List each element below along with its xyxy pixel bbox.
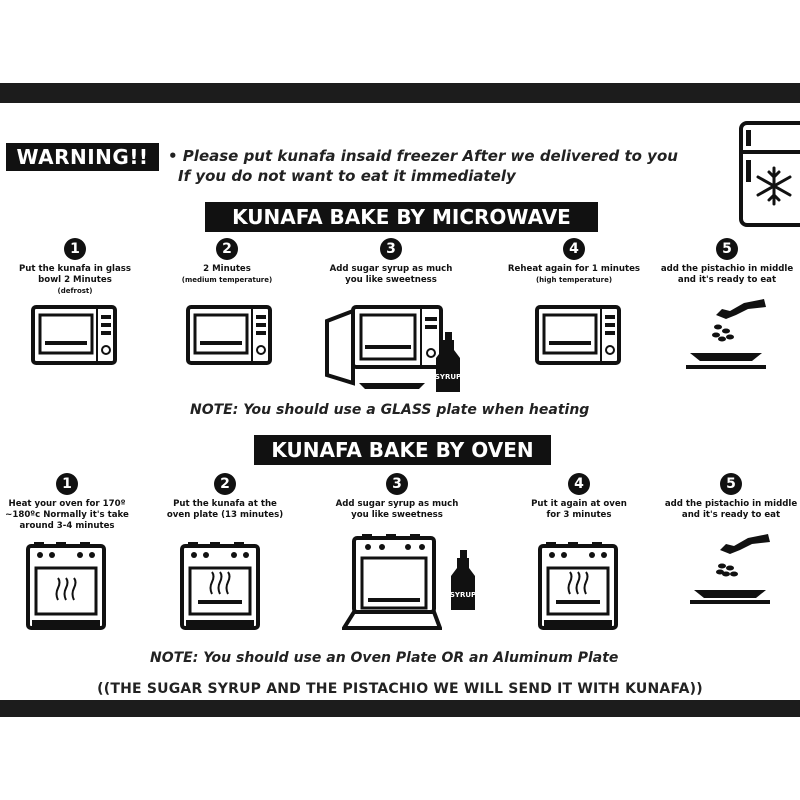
microwave-step-4 [499, 238, 649, 285]
oven-note [150, 650, 618, 666]
pistachio-hand-icon [690, 530, 774, 606]
oven-section-title: KUNAFA BAKE BY OVEN [254, 435, 551, 465]
step-title: Put it again at oven for 3 minutes [531, 499, 627, 520]
microwave-icon [31, 305, 117, 365]
step-number: 4 [563, 238, 585, 260]
step-number: 1 [64, 238, 86, 260]
oven-icon [26, 542, 106, 632]
warning-line-2: If you do not want to eat it immediately [178, 167, 516, 185]
note-text: : You should use an Oven Plate OR an Aluminum Plate [192, 650, 619, 666]
microwave-icon [535, 305, 621, 365]
top-border-bar [0, 83, 800, 103]
note-label: NOTE [150, 650, 193, 666]
step-number: 3 [380, 238, 402, 260]
step-title: Put the kunafa at the oven plate (13 minutes) [166, 499, 284, 520]
step-subtitle: (medium temperature) [181, 276, 273, 284]
step-subtitle: (high temperature) [535, 276, 613, 284]
step-number: 2 [216, 238, 238, 260]
step-subtitle: (defrost) [57, 287, 93, 295]
warning-message [168, 146, 728, 186]
syrup-bottle-icon [447, 548, 479, 614]
oven-step-4 [504, 473, 654, 521]
step-title: Add sugar syrup as much you like sweetness [335, 499, 459, 520]
microwave-note [190, 402, 589, 418]
warning-line-1: • Please put kunafa insaid freezer After we delivered to you [168, 147, 678, 165]
bottom-border-bar [0, 700, 800, 717]
microwave-step-5 [652, 238, 800, 286]
microwave-step-2 [152, 238, 302, 285]
step-title: Heat your oven for 170º ~180ºc Normally it's take around 3-4 minutes [5, 499, 129, 531]
step-title: add the pistachio in middle and it's ready to eat [660, 264, 794, 285]
step-title: 2 Minutes [203, 264, 251, 274]
microwave-step-1 [0, 238, 150, 296]
syrup-label: SYRUP [434, 373, 462, 381]
microwave-icon [186, 305, 272, 365]
syrup-label: SYRUP [449, 591, 477, 599]
step-number: 4 [568, 473, 590, 495]
step-number: 5 [716, 238, 738, 260]
step-number: 5 [720, 473, 742, 495]
open-oven-icon [342, 532, 442, 632]
oven-with-plate-icon [538, 542, 618, 632]
step-title: Reheat again for 1 minutes [507, 264, 641, 274]
oven-step-3 [322, 473, 472, 521]
note-label: NOTE [190, 402, 233, 418]
step-title: Add sugar syrup as much you like sweetness [329, 264, 453, 285]
step-number: 3 [386, 473, 408, 495]
freezer-icon [738, 120, 800, 230]
oven-step-5 [656, 473, 800, 521]
step-number: 1 [56, 473, 78, 495]
warning-label: WARNING!! [6, 143, 159, 171]
note-text: : You should use a GLASS plate when heating [232, 402, 590, 418]
microwave-section-title: KUNAFA BAKE BY MICROWAVE [205, 202, 598, 232]
oven-step-2 [150, 473, 300, 521]
oven-with-plate-icon [180, 542, 260, 632]
pistachio-hand-icon [686, 295, 770, 371]
step-number: 2 [214, 473, 236, 495]
footer-note: ((THE SUGAR SYRUP AND THE PISTACHIO WE WILL SEND IT WITH KUNAFA)) [97, 681, 703, 697]
microwave-step-3 [316, 238, 466, 286]
oven-step-1 [0, 473, 142, 532]
open-microwave-icon [325, 305, 445, 391]
syrup-bottle-icon [432, 330, 464, 396]
step-title: add the pistachio in middle and it's ready to eat [664, 499, 798, 520]
step-title: Put the kunafa in glass bowl 2 Minutes [18, 264, 132, 285]
